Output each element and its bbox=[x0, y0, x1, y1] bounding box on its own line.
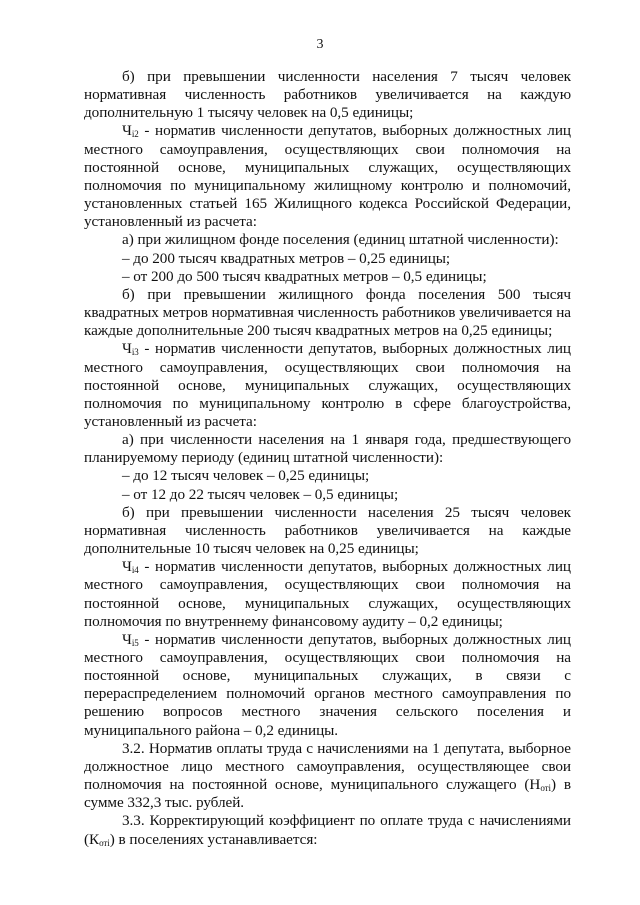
paragraph: а) при жилищном фонде поселения (единиц штатной численности): bbox=[122, 231, 559, 249]
paragraph-text: ) в поселениях устанавливается: bbox=[109, 830, 318, 848]
paragraph-text: ) в сумме 332,3 тыс. рублей. bbox=[84, 776, 571, 812]
list-item: – от 12 до 22 тысяч человек – 0,5 единицы; bbox=[122, 485, 399, 503]
symbol-subscript: i3 bbox=[131, 347, 139, 358]
paragraph: б) при превышении численности населения 25 тысяч человек нормативная численность работников увеличивается на каждые дополнительные 10 тысяч человек на 0,25 единицы; bbox=[84, 503, 571, 558]
symbol-subscript: отi bbox=[99, 837, 110, 848]
symbol-subscript: i2 bbox=[131, 129, 139, 140]
symbol-subscript: i4 bbox=[131, 565, 139, 576]
list-item: – до 12 тысяч человек – 0,25 единицы; bbox=[122, 467, 370, 485]
paragraph bbox=[84, 631, 571, 740]
paragraph-text: 3.2. Норматив оплаты труда с начислениями на 1 депутата, выборное должностное лицо местного самоуправления, осуществляющее свои полномочия на постоянной основе, муниципального служащего (Н bbox=[84, 739, 571, 794]
paragraph bbox=[84, 122, 571, 231]
paragraph-text: - норматив численности депутатов, выборных должностных лиц местного самоуправления, осуществляющих свои полномочия на постоянной основе, муниципальных служащих, осуществляющих полномочия по муниципальному контролю в сфере благоустройства, установленный из расчета: bbox=[84, 340, 571, 430]
symbol: Ч bbox=[122, 558, 132, 576]
paragraph-text: 3.3. Корректирующий коэффициент по оплате труда с начислениями (К bbox=[84, 812, 571, 848]
paragraph: б) при превышении жилищного фонда поселения 500 тысяч квадратных метров нормативная численность работников увеличивается на каждые дополнительные 200 тысяч квадратных метров на 0,25 единицы; bbox=[84, 285, 571, 340]
list-item: – от 200 до 500 тысяч квадратных метров – 0,5 единицы; bbox=[122, 267, 487, 285]
symbol: Ч bbox=[122, 630, 132, 648]
symbol-subscript: i5 bbox=[131, 637, 139, 648]
paragraph bbox=[84, 558, 571, 631]
section-paragraph bbox=[84, 740, 571, 813]
symbol: Ч bbox=[122, 122, 132, 140]
paragraph-text: - норматив численности депутатов, выборных должностных лиц местного самоуправления, осуществляющих свои полномочия на постоянной основе, муниципальных служащих, осуществляющих полномочия по внутреннему финансовому аудиту – 0,2 единицы; bbox=[84, 558, 571, 630]
symbol: Ч bbox=[122, 340, 132, 358]
symbol-subscript: отi bbox=[540, 783, 551, 794]
page-number: 3 bbox=[316, 37, 324, 52]
list-item: – до 200 тысяч квадратных метров – 0,25 единицы; bbox=[122, 249, 451, 267]
section-paragraph bbox=[84, 812, 571, 848]
paragraph-text: - норматив численности депутатов, выборных должностных лиц местного самоуправления, осуществляющих свои полномочия на постоянной основе, муниципальных служащих, осуществляющих полномочия по муниципальному жилищному контролю и полномочий, установленных статьей 165 Жилищного кодекса Российской Федерации, установленный из расчета: bbox=[84, 122, 571, 231]
document-body bbox=[84, 68, 571, 849]
paragraph-text: - норматив численности депутатов, выборных должностных лиц местного самоуправления, осуществляющих свои полномочия на постоянной основе, муниципальных служащих, в связи с перераспределением полномочий органов местного самоуправления по решению вопросов местного значения сельского поселения и муниципального района – 0,2 единицы. bbox=[84, 630, 571, 739]
paragraph: а) при численности населения на 1 января года, предшествующего планируемому периоду (единиц штатной численности): bbox=[84, 431, 571, 467]
paragraph bbox=[84, 340, 571, 431]
paragraph: б) при превышении численности населения 7 тысяч человек нормативная численность работников увеличивается на каждую дополнительную 1 тысячу человек на 0,5 единицы; bbox=[84, 68, 571, 122]
